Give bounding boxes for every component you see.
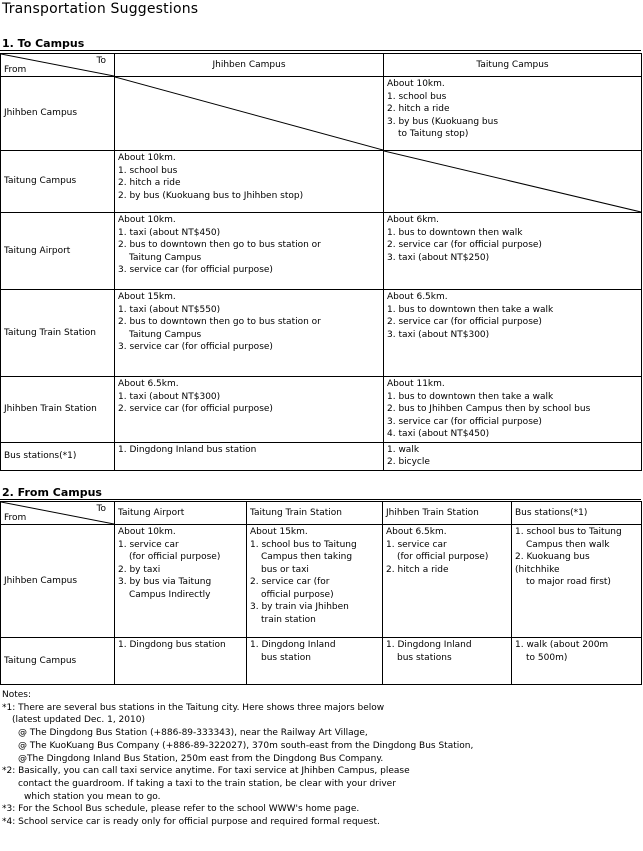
cell-line: 2. service car (for official purpose) bbox=[387, 240, 542, 250]
cell-line: 1. school bus bbox=[118, 165, 178, 176]
row-header: Jhihben Campus bbox=[1, 525, 115, 638]
table-cell bbox=[115, 442, 384, 470]
note-line: contact the guardroom. If taking a taxi to the train station, be clear with your driver bbox=[18, 778, 396, 789]
cell-line: 1. bus to downtown then take a walk bbox=[387, 304, 554, 315]
cell-line: 3. taxi (about NT$250) bbox=[387, 252, 490, 263]
cell-line: 3. by bus (Kuokuang bus bbox=[387, 116, 499, 127]
note-line: @ The KuoKuang Bus Company (+886-89-322027), 370m south-east from the Dingdong Bus Station, bbox=[18, 740, 474, 751]
cell-line: (hitchhike bbox=[515, 564, 560, 575]
cell-line: About 10km. bbox=[118, 527, 176, 537]
cell-line: (for official purpose) bbox=[397, 552, 489, 562]
table-row bbox=[1, 638, 642, 685]
table-row bbox=[1, 77, 642, 151]
row-header: Taitung Campus bbox=[1, 638, 115, 685]
table-row bbox=[1, 151, 642, 213]
cell-line: 1. taxi (about NT$550) bbox=[118, 304, 221, 315]
cell-line: 3. service car (for official purpose) bbox=[118, 265, 273, 275]
row-header: Jhihben Campus bbox=[1, 77, 115, 151]
cell-line: bus stations bbox=[397, 652, 452, 663]
to-campus-heading: 1. To Campus bbox=[2, 37, 85, 50]
empty-cell-diagonal bbox=[115, 77, 383, 150]
cell-line: 2. service car (for official purpose) bbox=[387, 317, 542, 327]
table-cell bbox=[247, 638, 383, 685]
table-cell bbox=[115, 213, 384, 290]
from-campus-corner-cell bbox=[1, 502, 115, 525]
table-cell bbox=[512, 525, 642, 638]
note-line: *2: Basically, you can call taxi service anytime. For taxi service at Jhihben Campus, please bbox=[2, 766, 410, 777]
cell-line: bus or taxi bbox=[261, 564, 309, 575]
cell-line: 3. by bus via Taitung bbox=[118, 577, 212, 587]
cell-line: 1. school bus to Taitung bbox=[250, 539, 357, 550]
to-campus-rule bbox=[0, 50, 641, 51]
table-cell bbox=[384, 377, 642, 443]
table-cell bbox=[115, 638, 247, 685]
cell-line: 3. taxi (about NT$300) bbox=[387, 329, 490, 340]
table-row bbox=[1, 290, 642, 377]
cell-line: 1. service car bbox=[386, 539, 447, 550]
table-cell bbox=[115, 290, 384, 377]
table-cell bbox=[384, 151, 642, 213]
note-line: *4: School service car is ready only for official purpose and required formal request. bbox=[2, 817, 380, 828]
row-header: Taitung Train Station bbox=[1, 290, 115, 377]
cell-line: 2. hitch a ride bbox=[387, 104, 450, 114]
cell-line: 1. Dingdong Inland bbox=[386, 640, 472, 650]
table-row bbox=[1, 213, 642, 290]
cell-line: Campus then walk bbox=[526, 539, 610, 550]
row-header: Taitung Airport bbox=[1, 213, 115, 290]
cell-line: 3. service car (for official purpose) bbox=[118, 342, 273, 352]
row-header: Bus stations(*1) bbox=[1, 442, 115, 470]
table-row bbox=[1, 525, 642, 638]
cell-line: Taitung Campus bbox=[129, 329, 202, 340]
column-header: Jhihben Campus bbox=[115, 54, 384, 77]
cell-line: 1. Dingdong Inland bus station bbox=[118, 444, 257, 455]
cell-line: About 6.5km. bbox=[386, 527, 447, 537]
table-cell bbox=[115, 77, 384, 151]
cell-line: About 15km. bbox=[250, 527, 308, 537]
corner-to-label: To bbox=[96, 504, 106, 514]
to-campus-header-row bbox=[1, 54, 642, 77]
cell-line: 1. taxi (about NT$450) bbox=[118, 227, 221, 238]
note-line: @ The Dingdong Bus Station (+886-89-333343), near the Railway Art Village, bbox=[18, 728, 368, 739]
row-header: Taitung Campus bbox=[1, 151, 115, 213]
cell-line: About 10km. bbox=[118, 153, 176, 163]
cell-line: 1. bus to downtown then take a walk bbox=[387, 391, 554, 402]
cell-line: 4. taxi (about NT$450) bbox=[387, 429, 490, 439]
row-header: Jhihben Train Station bbox=[1, 377, 115, 443]
cell-line: About 10km. bbox=[387, 79, 445, 89]
from-campus-heading: 2. From Campus bbox=[2, 486, 102, 499]
to-campus-corner-cell bbox=[1, 54, 115, 77]
cell-line: 2. bus to downtown then go to bus station or bbox=[118, 240, 321, 250]
column-header: Taitung Train Station bbox=[247, 502, 383, 525]
table-row bbox=[1, 377, 642, 443]
table-cell bbox=[383, 525, 512, 638]
notes-lines bbox=[2, 702, 473, 829]
table-cell bbox=[512, 638, 642, 685]
table-cell bbox=[384, 290, 642, 377]
cell-line: 1. school bus to Taitung bbox=[515, 527, 622, 537]
column-header: Bus stations(*1) bbox=[512, 502, 642, 525]
cell-line: 1. service car bbox=[118, 539, 179, 550]
from-campus-header-row bbox=[1, 502, 642, 525]
note-line: which station you mean to go. bbox=[24, 791, 161, 802]
note-line: *3: For the School Bus schedule, please refer to the school WWW's home page. bbox=[2, 804, 360, 815]
cell-line: 2. service car (for official purpose) bbox=[118, 404, 273, 414]
cell-line: 2. bicycle bbox=[387, 457, 430, 467]
cell-line: 2. Kuokuang bus bbox=[515, 552, 590, 562]
cell-line: to major road first) bbox=[526, 577, 611, 587]
table-cell bbox=[383, 638, 512, 685]
cell-line: About 6.5km. bbox=[387, 292, 448, 302]
cell-line: to Taitung stop) bbox=[398, 129, 469, 139]
from-campus-table bbox=[0, 501, 642, 685]
table-cell bbox=[384, 77, 642, 151]
cell-line: (for official purpose) bbox=[129, 552, 221, 562]
cell-line: Taitung Campus bbox=[129, 252, 202, 263]
notes bbox=[2, 689, 473, 829]
cell-line: 1. Dingdong Inland bbox=[250, 640, 336, 650]
cell-line: Campus then taking bbox=[261, 552, 353, 562]
cell-line: 1. walk (about 200m bbox=[515, 640, 609, 650]
cell-line: 2. bus to downtown then go to bus station or bbox=[118, 317, 321, 327]
table-cell bbox=[115, 377, 384, 443]
cell-line: train station bbox=[261, 614, 316, 625]
table-cell bbox=[384, 213, 642, 290]
cell-line: 1. Dingdong bus station bbox=[118, 640, 226, 650]
table-row bbox=[1, 442, 642, 470]
cell-line: About 11km. bbox=[387, 379, 445, 389]
cell-line: About 6km. bbox=[387, 215, 440, 225]
corner-from-label: From bbox=[4, 64, 27, 75]
cell-line: 2. hitch a ride bbox=[386, 564, 449, 575]
cell-line: bus station bbox=[261, 652, 311, 663]
table-cell bbox=[247, 525, 383, 638]
cell-line: Campus Indirectly bbox=[129, 589, 211, 600]
cell-line: About 6.5km. bbox=[118, 379, 179, 389]
to-campus-table bbox=[0, 53, 642, 471]
cell-line: 3. service car (for official purpose) bbox=[387, 416, 542, 427]
table-cell bbox=[115, 525, 247, 638]
empty-cell-diagonal bbox=[384, 151, 641, 212]
notes-heading: Notes: bbox=[2, 690, 32, 700]
cell-line: 2. service car (for bbox=[250, 577, 330, 587]
note-line: (latest updated Dec. 1, 2010) bbox=[12, 715, 145, 726]
table-cell bbox=[384, 442, 642, 470]
cell-line: About 10km. bbox=[118, 215, 176, 225]
cell-line: to 500m) bbox=[526, 652, 568, 663]
cell-line: 1. bus to downtown then walk bbox=[387, 227, 523, 238]
cell-line: 3. by train via Jhihben bbox=[250, 602, 349, 612]
cell-line: 2. by taxi bbox=[118, 564, 161, 575]
page-title: Transportation Suggestions bbox=[2, 1, 199, 17]
cell-line: official purpose) bbox=[261, 589, 334, 600]
cell-line: 2. hitch a ride bbox=[118, 178, 181, 188]
corner-from-label: From bbox=[4, 512, 27, 523]
cell-line: 1. school bus bbox=[387, 91, 447, 102]
from-campus-rule bbox=[0, 499, 641, 500]
cell-line: 2. bus to Jhihben Campus then by school bus bbox=[387, 404, 591, 414]
column-header: Taitung Airport bbox=[115, 502, 247, 525]
cell-line: 2. by bus (Kuokuang bus to Jhihben stop) bbox=[118, 190, 304, 201]
table-cell bbox=[115, 151, 384, 213]
note-line: @The Dingdong Inland Bus Station, 250m east from the Dingdong Bus Company. bbox=[18, 753, 384, 764]
note-line: *1: There are several bus stations in the Taitung city. Here shows three majors below bbox=[2, 702, 385, 713]
cell-line: 1. taxi (about NT$300) bbox=[118, 391, 221, 402]
corner-to-label: To bbox=[96, 56, 106, 66]
column-header: Jhihben Train Station bbox=[383, 502, 512, 525]
column-header: Taitung Campus bbox=[384, 54, 642, 77]
cell-line: 1. walk bbox=[387, 444, 420, 455]
cell-line: About 15km. bbox=[118, 292, 176, 302]
